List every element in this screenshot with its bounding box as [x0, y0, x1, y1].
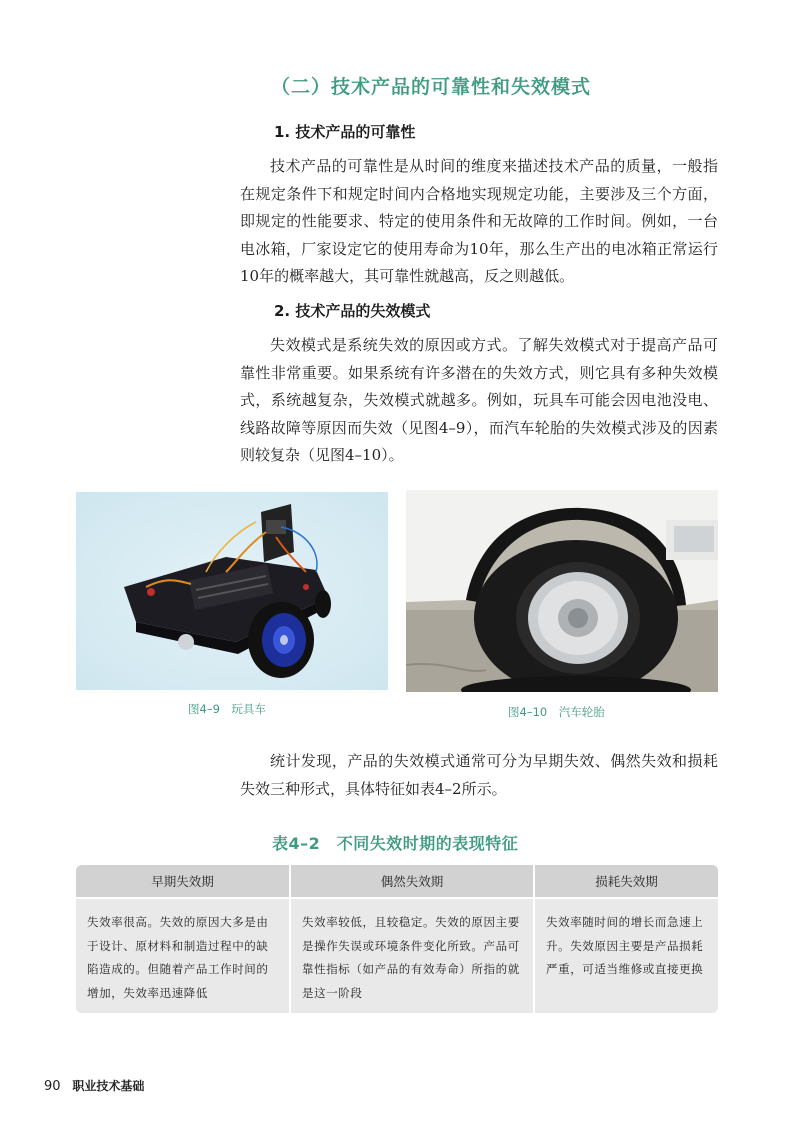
- table-title: 表4–2 不同失效时期的表现特征: [272, 834, 519, 853]
- subsection-title-reliability: 1. 技术产品的可靠性: [274, 123, 416, 141]
- paragraph-statistics: 统计发现，产品的失效模式通常可分为早期失效、偶然失效和损耗失效三种形式，具体特征如表4–2所示。: [240, 752, 718, 798]
- table-header-early: 早期失效期: [76, 865, 291, 899]
- table-cell-random: 失效率较低，且较稳定。失效的原因主要是操作失误或环境条件变化所致。产品可靠性指标（如产品的有效寿命）所指的就是这一阶段: [291, 899, 535, 1013]
- table-cell-wearout: 失效率随时间的增长而急速上升。失效原因主要是产品损耗严重，可适当维修或直接更换: [535, 899, 718, 1013]
- paragraph-reliability: 技术产品的可靠性是从时间的维度来描述技术产品的质量，一般指在规定条件下和规定时间内合格地实现规定功能，主要涉及三个方面，即规定的性能要求、特定的使用条件和无故障的工作时间。例如，一台电冰箱，厂家设定它的使用寿命为10年，那么生产出的电冰箱正常运行10年的概率越大，其可靠性就越高，反之则越低。: [240, 157, 718, 285]
- figure-toy-car: [76, 492, 388, 690]
- book-title: 职业技术基础: [72, 1079, 145, 1093]
- page-footer: [44, 1077, 144, 1094]
- subsection-title-failure-modes: 2. 技术产品的失效模式: [274, 302, 431, 320]
- table-header-wearout: 损耗失效期: [535, 865, 718, 899]
- section-title: （二）技术产品的可靠性和失效模式: [271, 76, 592, 98]
- figure-caption-toy-car: 图4–9 玩具车: [188, 702, 266, 716]
- failure-period-table: [76, 865, 718, 1013]
- table-header-random: 偶然失效期: [291, 865, 535, 899]
- figure-flat-tire: [406, 490, 718, 692]
- figure-caption-flat-tire: 图4–10 汽车轮胎: [508, 705, 605, 719]
- flat-tire-image: [406, 490, 718, 692]
- table-cell-early: 失效率很高。失效的原因大多是由于设计、原材料和制造过程中的缺陷造成的。但随着产品工作时间的增加，失效率迅速降低: [76, 899, 291, 1013]
- paragraph-failure-modes: 失效模式是系统失效的原因或方式。了解失效模式对于提高产品可靠性非常重要。如果系统有许多潜在的失效方式，则它具有多种失效模式，系统越复杂，失效模式就越多。例如，玩具车可能会因电池没电、线路故障等原因而失效（见图4–9），而汽车轮胎的失效模式涉及的因素则较复杂（见图4–10）。: [240, 336, 718, 464]
- toy-car-image: [76, 492, 388, 690]
- page-number: 90: [44, 1079, 61, 1094]
